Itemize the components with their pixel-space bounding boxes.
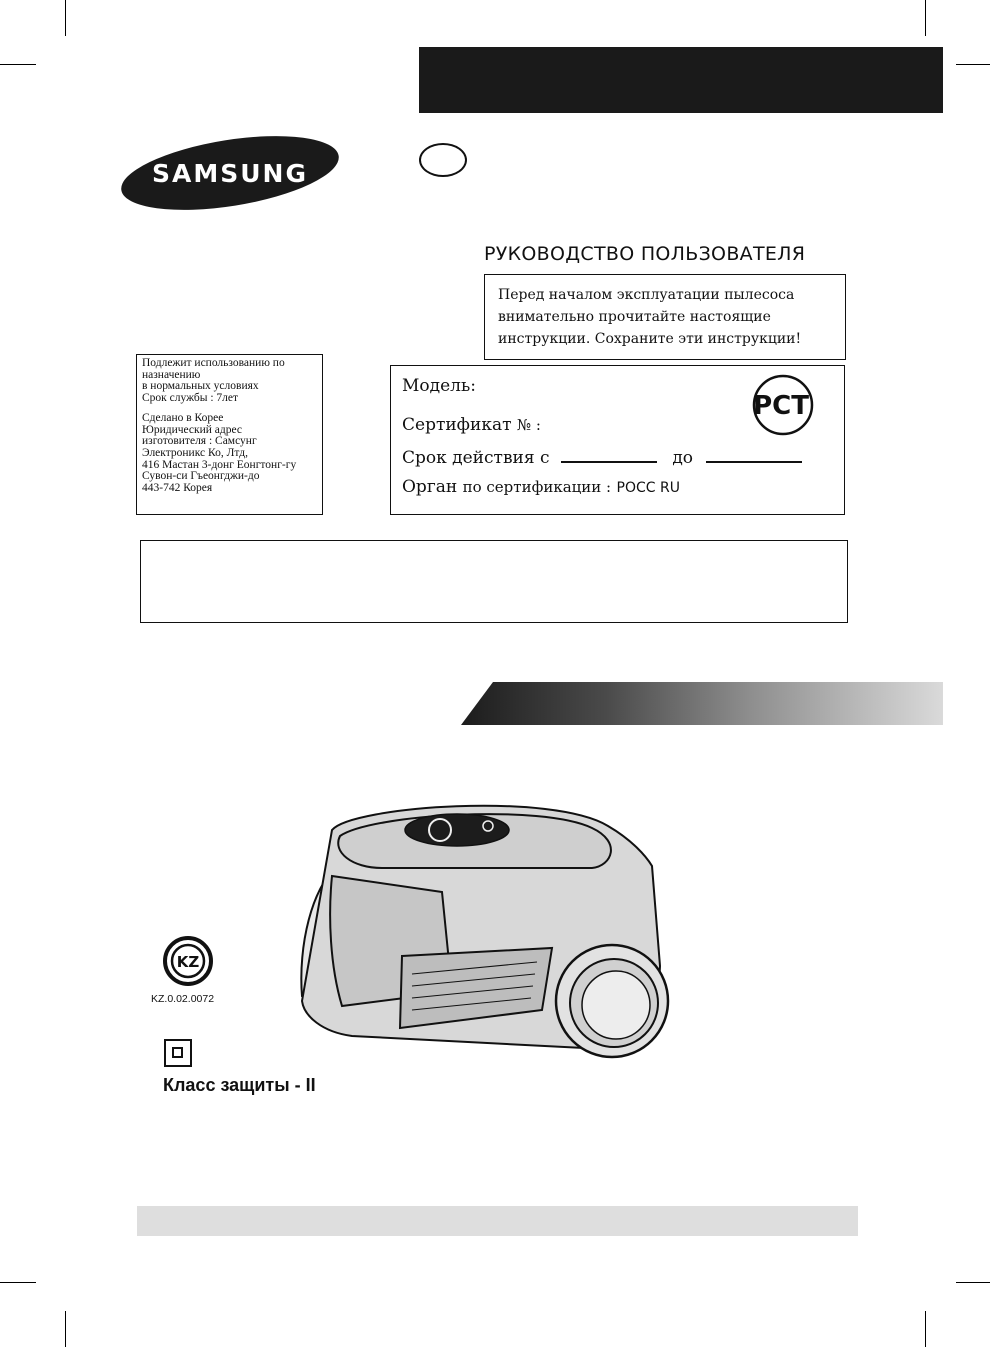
validity-label: Срок действия с <box>402 448 550 468</box>
logo-text: SAMSUNG <box>152 159 308 188</box>
organ-line <box>402 477 680 497</box>
info-line: в нормальных условиях <box>142 380 259 393</box>
model-label: Модель: <box>402 376 476 396</box>
crop-mark <box>0 64 36 65</box>
kz-mark-text: KZ <box>176 953 200 971</box>
validity-line <box>402 448 802 468</box>
samsung-logo <box>118 132 342 214</box>
info-line: 443-742 Корея <box>142 482 213 495</box>
blank-notice-box <box>140 540 848 623</box>
crop-mark <box>65 0 66 36</box>
crop-mark <box>925 1311 926 1347</box>
gradient-bar <box>461 682 943 725</box>
header-bar <box>419 47 943 113</box>
pct-certification-mark <box>752 374 834 436</box>
info-line: 416 Мастан 3-донг Еонгтонг-гу <box>142 458 297 471</box>
certificate-line <box>402 415 541 435</box>
manual-title: РУКОВОДСТВО ПОЛЬЗОВАТЕЛЯ <box>484 243 806 265</box>
protection-class-icon <box>164 1039 192 1067</box>
crop-mark <box>925 0 926 36</box>
pct-mark-text: PCT <box>753 391 809 421</box>
manufacturer-info-box <box>136 354 323 515</box>
notice-line: внимательно прочитайте настоящие <box>498 309 771 325</box>
certificate-box <box>390 365 845 515</box>
notice-box <box>484 274 846 360</box>
notice-line: инструкции. Сохраните эти инструкции! <box>498 331 802 347</box>
info-line: Срок службы : 7лет <box>142 392 239 405</box>
info-line: Подлежит использованию по <box>142 357 285 369</box>
info-line: Сделано в Корее <box>142 411 224 424</box>
notice-line: Перед началом эксплуатации пылесоса <box>498 287 795 303</box>
certificate-label: Сертификат <box>402 415 512 435</box>
certificate-number: № : <box>516 416 541 434</box>
crop-mark <box>956 64 990 65</box>
validity-to-label: до <box>672 448 694 468</box>
language-badge <box>419 143 467 177</box>
crop-mark <box>65 1311 66 1347</box>
validity-from-field <box>561 461 657 463</box>
organ-code: POCC RU <box>616 480 680 496</box>
info-line: Электроникс Ко, Лтд, <box>142 446 248 459</box>
crop-mark <box>956 1282 990 1283</box>
footer-bar <box>137 1206 858 1236</box>
protection-class-label: Класс защиты - II <box>163 1075 316 1095</box>
info-line: изготовителя : Самсунг <box>142 435 257 448</box>
info-line: Сувон-си Гъеонгджи-до <box>142 470 260 483</box>
info-line: назначению <box>142 368 201 381</box>
vacuum-cleaner-illustration <box>292 796 692 1066</box>
info-line: Юридический адрес <box>142 423 242 436</box>
validity-to-field <box>706 461 802 463</box>
organ-rest: по сертификации : <box>462 478 612 496</box>
kz-code: KZ.0.02.0072 <box>151 993 215 1005</box>
organ-label: Орган <box>402 477 458 497</box>
kz-certification-mark <box>162 935 214 987</box>
crop-mark <box>0 1282 36 1283</box>
